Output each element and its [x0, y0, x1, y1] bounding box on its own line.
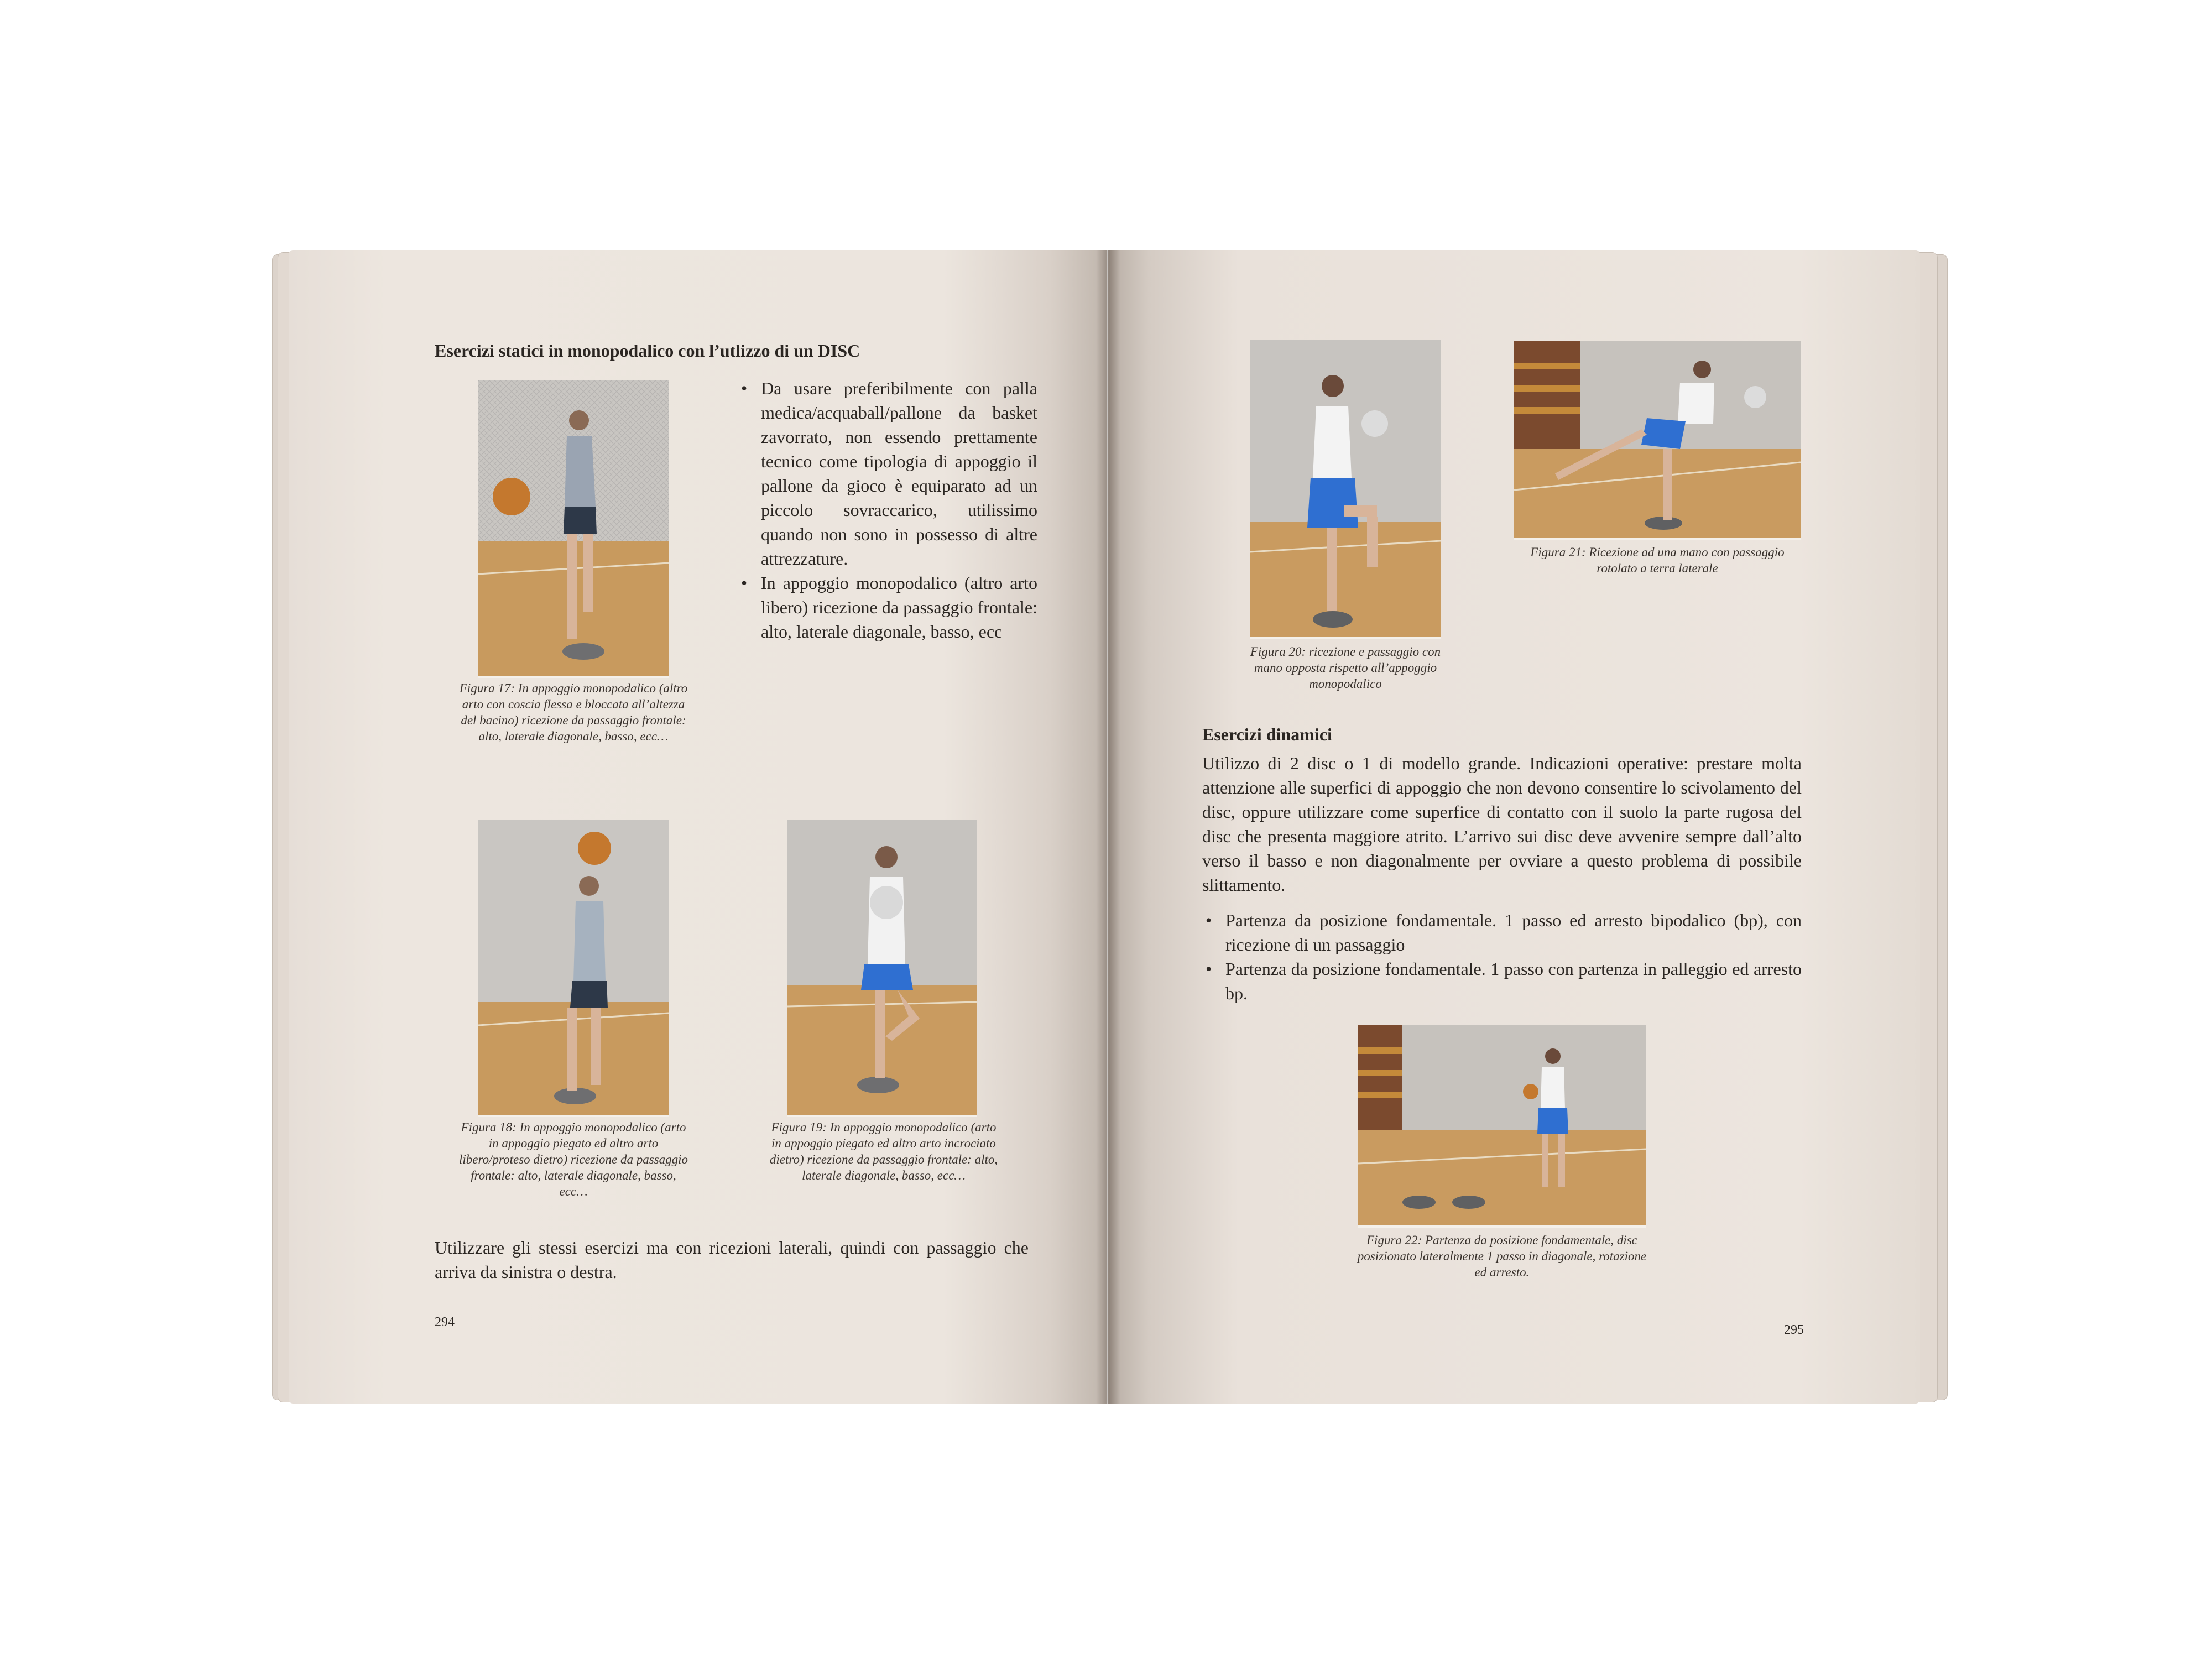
figure-22-photo [1358, 1025, 1646, 1228]
right-bullet-2: • Partenza da posizione fondamentale. 1 passo con partenza in palleggio ed arresto bp. [1225, 957, 1802, 1005]
dynamic-paragraph: Utilizzo di 2 disc o 1 di modello grande. Indicazioni operative: prestare molta attenzione alle superfici di appoggio che non devono consentire lo scivolamento del disc, oppure utilizzare come superfice di contatto con il suolo la parte rugosa del disc che presenta maggiore atrito. L’arrivo sui disc deve avvenire sempre dall’alto verso il basso e non diagonalmente per ovviare a questo problema di possibile slittamento. [1202, 753, 1802, 895]
figure-18-photo [478, 820, 669, 1117]
closing-paragraph: Utilizzare gli stessi esercizi ma con ricezioni laterali, quindi con passaggio che arriva da sinistra o destra. [435, 1238, 1029, 1282]
figure-21-caption: Figura 21: Ricezione ad una mano con passaggio rotolato a terra laterale [1530, 545, 1785, 575]
figure-19-caption: Figura 19: In appoggio monopodalico (arto in appoggio piegato ed altro arto incrociato dietro) ricezione da passaggio frontale: alto, laterale diagonale, basso, ecc… [769, 1120, 998, 1182]
athlete-overhead-ball-image [478, 820, 669, 1115]
left-page [289, 250, 1107, 1404]
figure-22-caption: Figura 22: Partenza da posizione fondamentale, disc posizionato lateralmente 1 passo in diagonale, rotazione ed arresto. [1357, 1233, 1647, 1279]
right-page [1108, 250, 1920, 1404]
section-heading-static: Esercizi statici in monopodalico con l’utlizzo di un DISC [435, 341, 860, 361]
left-bullet-2: • In appoggio monopodalico (altro arto libero) ricezione da passaggio frontale: alto, laterale diagonale, basso, ecc [761, 571, 1037, 644]
right-bullet-1: • Partenza da posizione fondamentale. 1 passo ed arresto bipodalico (bp), con ricezione di un passaggio [1225, 908, 1802, 957]
figure-17-photo [478, 380, 669, 678]
left-bullet-1: • Da usare preferibilmente con palla medica/acquaball/pallone da basket zavorrato, non essendo prettamente tecnico come tipologia di appoggio il pallone da gioco è equiparato ad un piccolo sovraccarico, utilissimo quando non sono in possesso di altre attrezzature. [761, 376, 1037, 571]
figure-17-caption: Figura 17: In appoggio monopodalico (altro arto con coscia flessa e bloccata all’altezza del bacino) ricezione da passaggio frontale: alto, laterale diagonale, basso, ecc… [459, 681, 688, 743]
athlete-crossed-leg-image [787, 820, 977, 1115]
figure-19-photo [787, 820, 977, 1117]
left-bullet-list [738, 376, 1037, 644]
figure-20-photo [1250, 340, 1441, 639]
book-spine [1096, 250, 1120, 1404]
athlete-knee-raise-image [1250, 340, 1441, 637]
figure-20-caption: Figura 20: ricezione e passaggio con mano opposta rispetto all’appoggio monopodalico [1250, 645, 1441, 691]
athlete-one-hand-reception-image [1514, 341, 1801, 538]
figure-21-photo [1514, 341, 1801, 540]
section-heading-dynamic: Esercizi dinamici [1202, 724, 1332, 744]
page-number-right: 295 [1784, 1323, 1804, 1337]
page-number-left: 294 [435, 1315, 455, 1329]
right-bullet-list [1202, 908, 1802, 1005]
athlete-dynamic-start-image [1358, 1025, 1646, 1225]
open-book [272, 250, 1947, 1404]
figure-18-caption: Figura 18: In appoggio monopodalico (arto in appoggio piegato ed altro arto libero/proteso dietro) ricezione da passaggio frontale: alto, laterale diagonale, basso, ecc… [459, 1120, 688, 1198]
athlete-on-disc-image [478, 380, 669, 676]
